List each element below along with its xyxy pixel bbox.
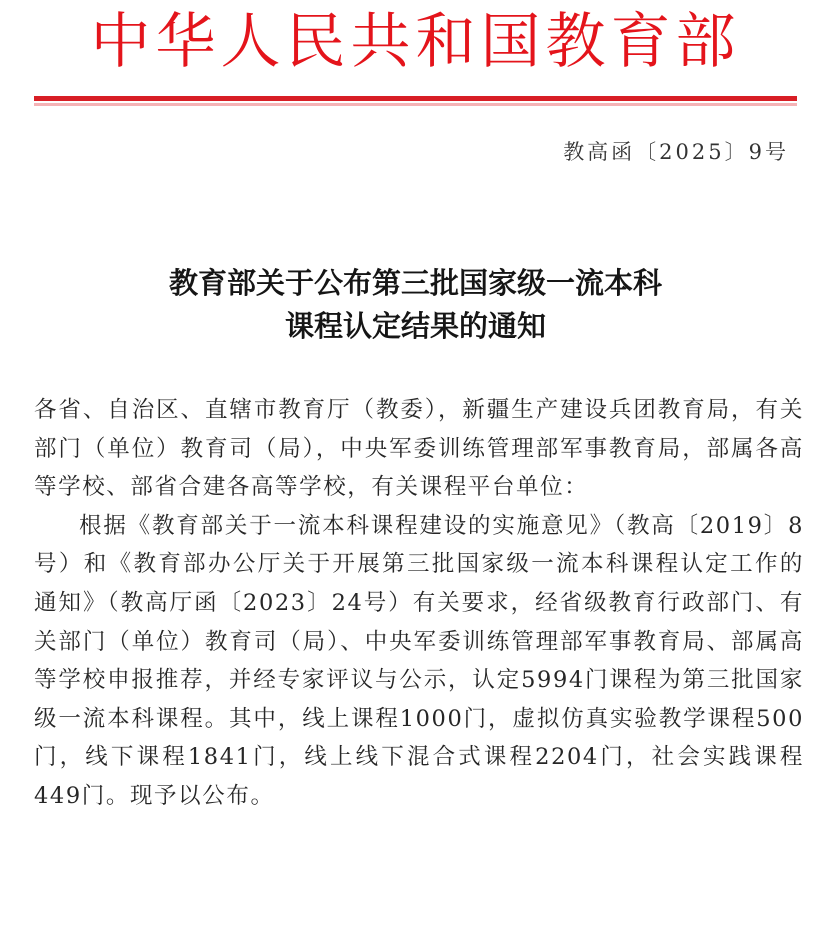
issuer-masthead: 中华人民共和国教育部	[90, 7, 741, 77]
document-title-line-2: 课程认定结果的通知	[284, 309, 546, 343]
document-title	[0, 262, 831, 348]
document-body	[34, 391, 804, 816]
red-divider-line	[34, 96, 797, 101]
document-title-line-1: 教育部关于公布第三批国家级一流本科	[168, 266, 662, 300]
red-divider-line-thin	[34, 103, 797, 106]
body-paragraph: 根据《教育部关于一流本科课程建设的实施意见》（教高〔2019〕8号）和《教育部办公厅关于开展第三批国家级一流本科课程认定工作的通知》（教高厅函〔2023〕24号）有关要求，经省级教育行政部门、有关部门（单位）教育司（局）、中央军委训练管理部军事教育局、部属高等学校申报推荐，并经专家评议与公示，认定5994门课程为第三批国家级一流本科课程。其中，线上课程1000门，虚拟仿真实验教学课程500门，线下课程1841门，线上线下混合式课程2204门，社会实践课程449门。现予以公布。	[34, 512, 804, 809]
document-number: 教高函〔2025〕9号	[563, 140, 789, 164]
salutation: 各省、自治区、直辖市教育厅（教委），新疆生产建设兵团教育局，有关部门（单位）教育司（局），中央军委训练管理部军事教育局，部属各高等学校、部省合建各高等学校，有关课程平台单位：	[34, 397, 804, 501]
